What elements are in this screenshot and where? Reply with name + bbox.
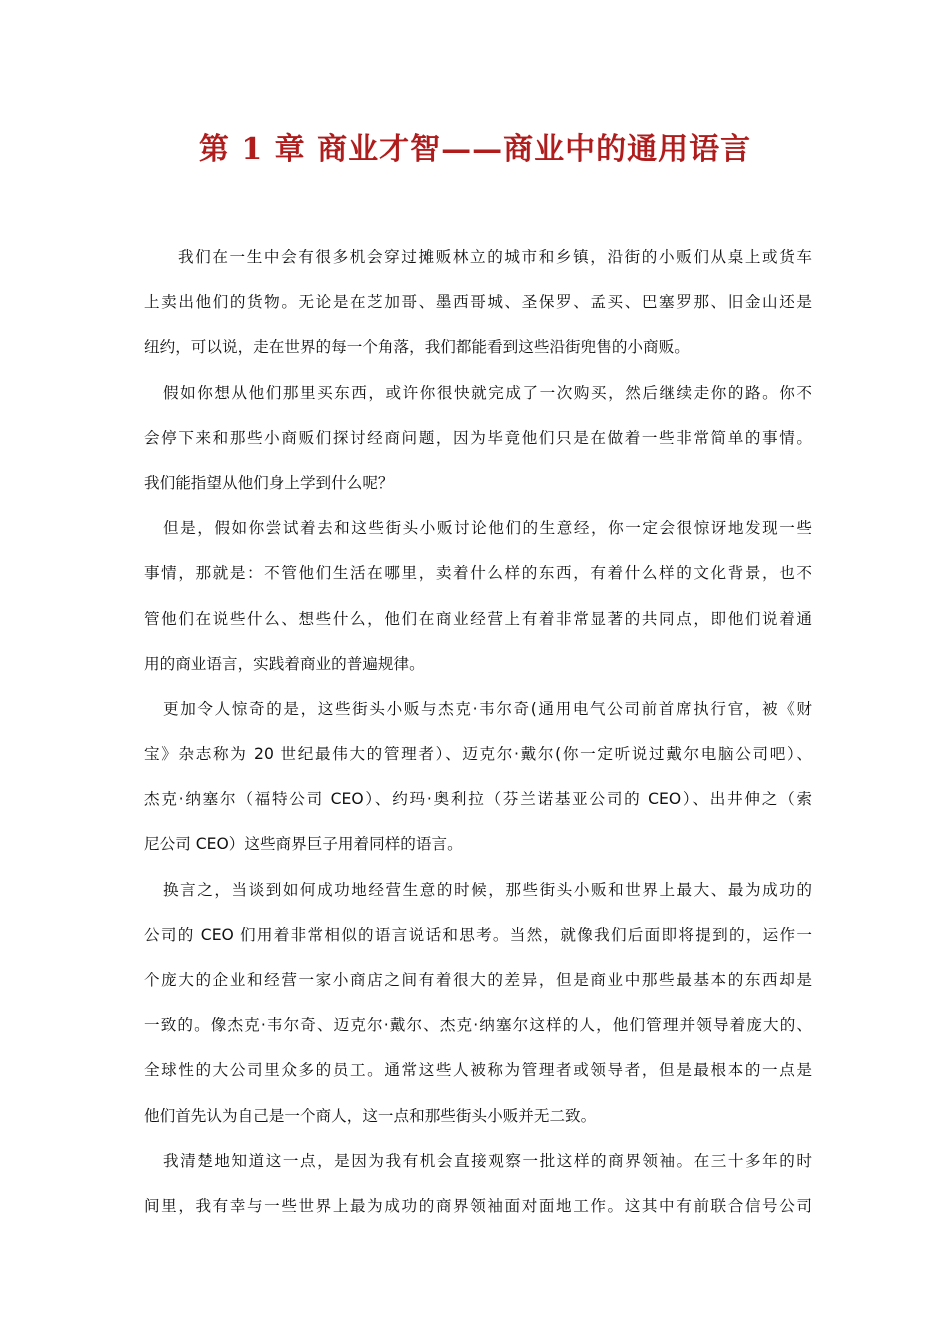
text-line: 宝》杂志称为 20 世纪最伟大的管理者）、迈克尔·戴尔(你一定听说过戴尔电脑公司吧）、 [144,745,812,764]
text-line: 会停下来和那些小商贩们探讨经商问题，因为毕竟他们只是在做着一些非常简单的事情。 [144,428,812,447]
text-line: 我清楚地知道这一点，是因为我有机会直接观察一批这样的商界领袖。在三十多年的时 [163,1151,812,1170]
text-line: 我们能指望从他们身上学到什么呢？ [144,473,394,492]
text-line: 尼公司 CEO）这些商界巨子用着同样的语言。 [144,835,463,854]
text-line: 用的商业语言，实践着商业的普遍规律。 [144,654,425,673]
text-line: 间里，我有幸与一些世界上最为成功的商界领袖面对面地工作。这其中有前联合信号公司 [144,1196,812,1215]
paragraph [144,371,812,507]
text-line: 假如你想从他们那里买东西，或许你很快就完成了一次购买，然后继续走你的路。你不 [163,383,812,402]
paragraph [144,1139,812,1229]
paragraph [144,868,812,1139]
paragraph [144,235,812,371]
text-line: 更加令人惊奇的是，这些街头小贩与杰克·韦尔奇(通用电气公司前首席执行官，被《财 [163,699,812,718]
text-line: 事情，那就是：不管他们生活在哪里，卖着什么样的东西，有着什么样的文化背景，也不 [144,564,812,583]
paragraph [144,506,812,687]
text-line: 一致的。像杰克·韦尔奇、迈克尔·戴尔、杰克·纳塞尔这样的人，他们管理并领导着庞大的、 [144,1016,812,1035]
text-line: 杰克·纳塞尔（福特公司 CEO）、约玛·奥利拉（芬兰诺基亚公司的 CEO）、出井伸之（索 [144,790,812,809]
text-line: 公司的 CEO 们用着非常相似的语言说话和思考。当然，就像我们后面即将提到的，运作一 [144,925,812,944]
text-line: 全球性的大公司里众多的员工。通常这些人被称为管理者或领导者，但是最根本的一点是 [144,1061,812,1080]
text-line: 我们在一生中会有很多机会穿过摊贩林立的城市和乡镇，沿街的小贩们从桌上或货车 [178,248,812,266]
text-line: 上卖出他们的货物。无论是在芝加哥、墨西哥城、圣保罗、孟买、巴塞罗那、旧金山还是 [144,293,812,312]
chapter-title: 第 1 章 商业才智——商业中的通用语言 [198,132,752,167]
text-line: 个庞大的企业和经营一家小商店之间有着很大的差异，但是商业中那些最基本的东西却是 [144,971,812,989]
text-line: 换言之，当谈到如何成功地经营生意的时候，那些街头小贩和世界上最大、最为成功的 [163,880,812,899]
text-line: 纽约，可以说，走在世界的每一个角落，我们都能看到这些沿街兜售的小商贩。 [144,338,690,357]
chapter-body [144,235,812,1229]
text-line: 他们首先认为自己是一个商人，这一点和那些街头小贩并无二致。 [144,1106,597,1125]
text-line: 但是，假如你尝试着去和这些街头小贩讨论他们的生意经，你一定会很惊讶地发现一些 [163,519,812,538]
paragraph [144,687,812,868]
text-line: 管他们在说些什么、想些什么，他们在商业经营上有着非常显著的共同点，即他们说着通 [144,609,812,628]
